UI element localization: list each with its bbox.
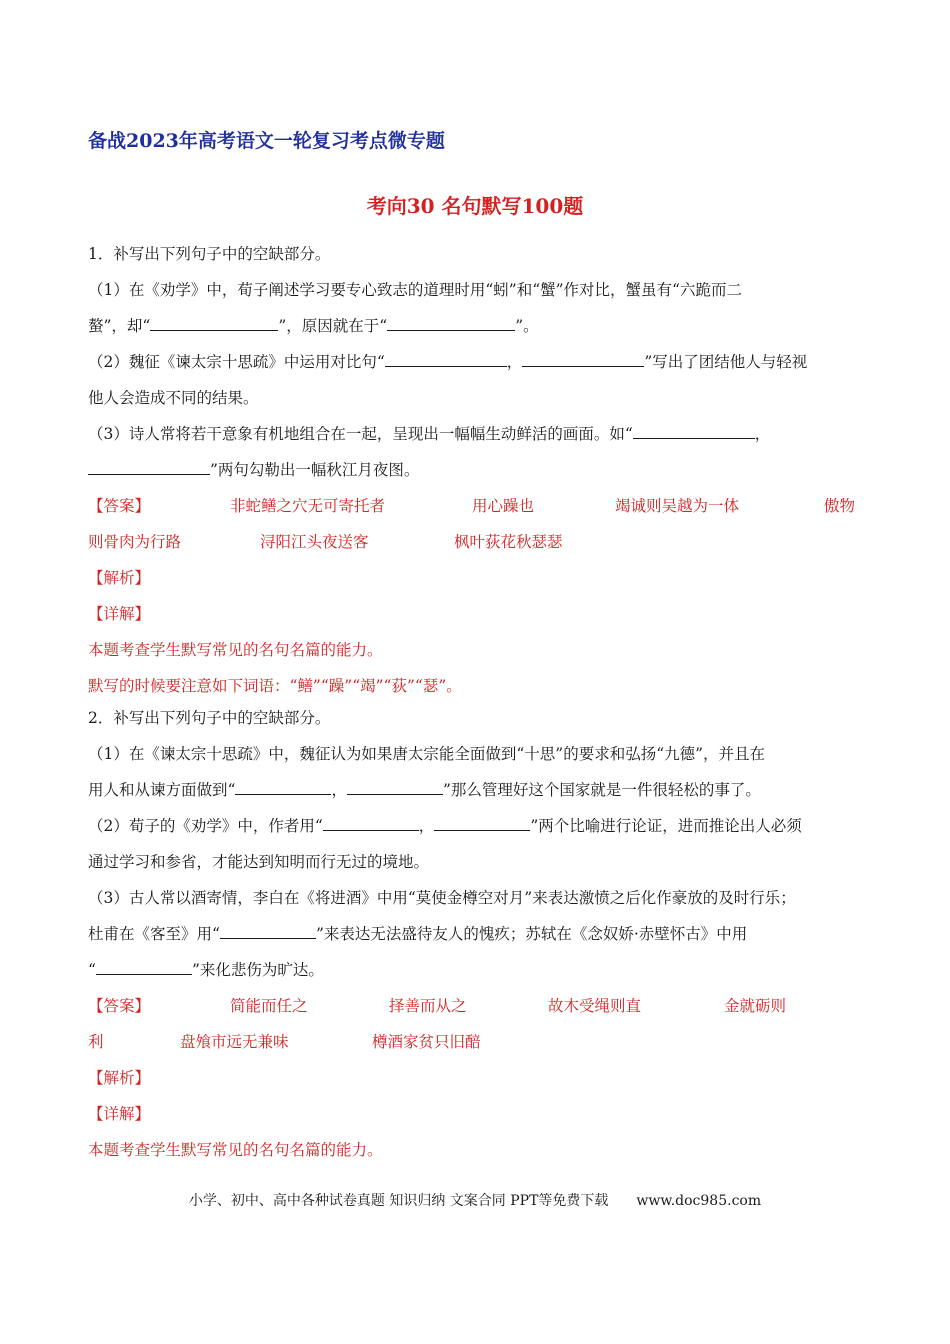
question-1	[88, 236, 863, 704]
document-title: 考向30 名句默写100题	[366, 194, 584, 218]
text-segment: （3）诗人常将若干意象有机地组合在一起，呈现出一幅幅生动鲜活的画面。如“	[88, 425, 633, 443]
answer-item: 金就砺则	[724, 997, 787, 1015]
answer-item: 择善而从之	[389, 997, 467, 1015]
detail-text: 默写的时候要注意如下词语：“鳝”“躁”“竭”“荻”“瑟”。	[88, 677, 462, 695]
question-1-part-1-line-2	[88, 308, 863, 344]
text-segment: 杜甫在《客至》用“	[88, 925, 220, 943]
answer-blank	[220, 921, 316, 939]
question-1-part-2-line-2: 他人会造成不同的结果。	[88, 389, 259, 407]
answer-blank	[633, 421, 755, 439]
question-2-part-3-line-1: （3）古人常以酒寄情，李白在《将进酒》中用“莫使金樽空对月”来表达激愤之后化作豪放的及时行乐；	[88, 889, 796, 907]
answer-item: 简能而任之	[230, 997, 308, 1015]
answer-blank	[387, 313, 515, 331]
text-segment: 螯”，却“	[88, 317, 151, 335]
answer-item: 浔阳江头夜送客	[260, 533, 369, 551]
text-segment: ，	[331, 781, 347, 799]
text-segment: ，	[754, 425, 771, 443]
question-2-part-2-line-2: 通过学习和参省，才能达到知明而行无过的境地。	[88, 853, 430, 871]
footer-text: 小学、初中、高中各种试卷真题 知识归纳 文案合同 PPT等免费下载	[188, 1193, 609, 1209]
text-segment: 用人和从谏方面做到“	[88, 781, 236, 799]
text-segment: ”，原因就在于“	[278, 317, 388, 335]
question-2-answer-row-2	[88, 1024, 863, 1060]
question-2-part-3-line-2	[88, 916, 863, 952]
detail-text: 本题考查学生默写常见的名句名篇的能力。	[88, 1141, 383, 1159]
detail-label: 【详解】	[88, 1105, 151, 1123]
answer-blank	[88, 457, 210, 475]
question-1-answer-row-1	[88, 488, 863, 524]
detail-label: 【详解】	[88, 605, 151, 623]
text-segment: （2）魏征《谏太宗十思疏》中运用对比句“	[88, 353, 385, 371]
text-segment: ”写出了团结他人与轻视	[644, 353, 808, 371]
answer-item: 利	[88, 1033, 104, 1051]
text-segment: ”那么管理好这个国家就是一件很轻松的事了。	[442, 781, 761, 799]
answer-blank	[385, 349, 507, 367]
question-1-answer-row-2	[88, 524, 863, 560]
answer-blank	[235, 777, 331, 795]
answer-blank	[434, 813, 530, 831]
text-segment: ”来表达无法盛待友人的愧疚；苏轼在《念奴娇·赤壁怀古》中用	[315, 925, 748, 943]
question-1-part-1-line-1: （1）在《劝学》中，荀子阐述学习要专心致志的道理时用“蚓”和“蟹”作对比，蟹虽有“六跪而二	[88, 281, 742, 299]
question-2-part-1-line-2	[88, 772, 863, 808]
answer-item: 盘飧市远无兼味	[180, 1033, 289, 1051]
page-footer	[0, 1190, 950, 1210]
answer-item: 竭诚则吴越为一体	[615, 497, 740, 515]
answer-blank	[323, 813, 419, 831]
text-segment: ，	[418, 817, 435, 835]
answer-blank	[96, 957, 192, 975]
answer-item: 故木受绳则直	[548, 997, 642, 1015]
question-1-part-3-line-1	[88, 416, 863, 452]
text-segment: ”。	[515, 317, 539, 335]
text-segment: ”两个比喻进行论证，进而推论出人必须	[530, 817, 802, 835]
question-1-stem: 1．补写出下列句子中的空缺部分。	[88, 245, 331, 263]
answer-item: 用心躁也	[472, 497, 535, 515]
series-title: 备战2023年高考语文一轮复习考点微专题	[88, 130, 445, 152]
text-segment: ”两句勾勒出一幅秋江月夜图。	[210, 461, 420, 479]
answer-item: 枫叶荻花秋瑟瑟	[454, 533, 563, 551]
answer-label: 【答案】	[88, 997, 151, 1015]
question-1-part-3-line-2	[88, 452, 863, 488]
answer-item: 樽酒家贫只旧醅	[372, 1033, 481, 1051]
text-segment: ，	[506, 353, 523, 371]
analysis-label: 【解析】	[88, 569, 151, 587]
answer-label: 【答案】	[88, 497, 151, 515]
question-1-part-2-line-1	[88, 344, 863, 380]
text-segment: ”来化悲伤为旷达。	[191, 961, 324, 979]
answer-item: 傲物	[824, 497, 856, 515]
question-2-part-2-line-1	[88, 808, 863, 844]
answer-blank	[347, 777, 443, 795]
question-2-stem: 2．补写出下列句子中的空缺部分。	[88, 709, 331, 727]
answer-item: 则骨肉为行路	[88, 533, 182, 551]
detail-text: 本题考查学生默写常见的名句名篇的能力。	[88, 641, 383, 659]
answer-blank	[522, 349, 644, 367]
question-2-part-3-line-3	[88, 952, 863, 988]
question-2	[88, 700, 863, 1168]
text-segment: “	[88, 961, 96, 979]
question-2-answer-row-1	[88, 988, 863, 1024]
answer-item: 非蛇鳝之穴无可寄托者	[230, 497, 386, 515]
question-2-part-1-line-1: （1）在《谏太宗十思疏》中，魏征认为如果唐太宗能全面做到“十思”的要求和弘扬“九德”，并且在	[88, 745, 766, 763]
text-segment: （2）荀子的《劝学》中，作者用“	[88, 817, 323, 835]
footer-url-link[interactable]: www.doc985.com	[636, 1193, 762, 1209]
answer-blank	[150, 313, 278, 331]
analysis-label: 【解析】	[88, 1069, 151, 1087]
